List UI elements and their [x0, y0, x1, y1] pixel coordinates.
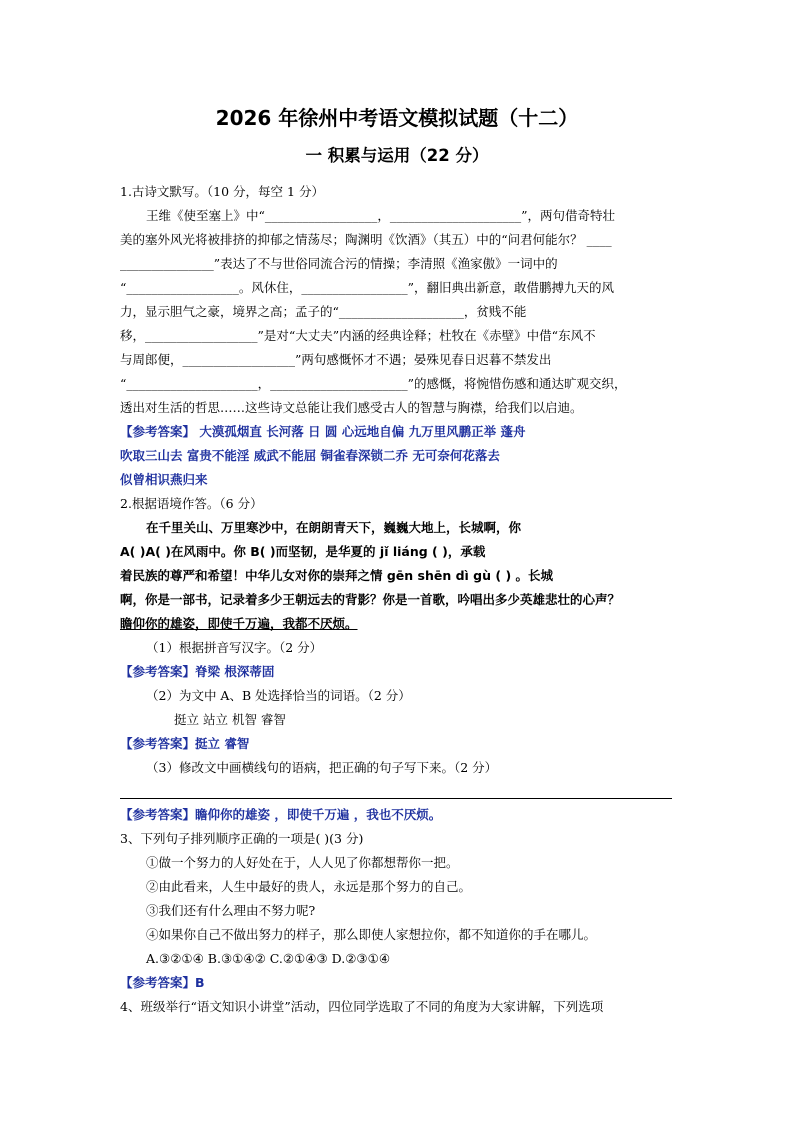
- q1-text-line: 力，显示胆气之豪，境界之高；孟子的“____________________，贫贱不能: [120, 304, 527, 319]
- exam-title: 2026 年徐州中考语文模拟试题（十二）: [215, 106, 579, 130]
- q2-passage-line: A( )A( )在风雨中。你 B( )而坚韧，是华夏的 jǐ liáng ( )，承载: [120, 544, 486, 559]
- q1-text-line: 透出对生活的哲思……这些诗文总能让我们感受古人的智慧与胸襟，给我们以启迪。: [120, 400, 583, 415]
- q2-passage-line: 在千里关山、万里寒沙中，在朗朗青天下，巍巍大地上，长城啊，你: [146, 520, 522, 535]
- q2-sub-question: （3）修改文中画横线句的语病，把正确的句子写下来。（2 分）: [146, 760, 498, 775]
- section-heading: 一 积累与运用（22 分）: [305, 146, 489, 165]
- q3-answer: 【参考答案】B: [120, 975, 205, 990]
- exam-content: [120, 180, 680, 1019]
- q1-answer-line: 吹取三山去 富贵不能淫 威武不能屈 铜雀春深锁二乔 无可奈何花落去: [120, 448, 500, 463]
- q1-heading: 1.古诗文默写。（10 分，每空 1 分）: [120, 184, 324, 199]
- q1-text-line: _______________”表达了不与世俗同流合污的情操；李清照《渔家傲》一词中的: [120, 256, 558, 271]
- q3-heading: 3、下列句子排列顺序正确的一项是( )(3 分): [120, 831, 364, 846]
- q2-passage-line: 着民族的尊严和希望！中华儿女对你的崇拜之情 gēn shēn dì gù ( ) 。长城: [120, 568, 554, 583]
- q4-heading: 4、班级举行“语文知识小讲堂”活动，四位同学选取了不同的角度为大家讲解，下列选项: [120, 999, 604, 1014]
- q3-sentence: ③我们还有什么理由不努力呢?: [146, 903, 316, 918]
- underlined-sentence: 瞻仰你的雄姿，即使千万遍，我都不厌烦。: [120, 616, 358, 631]
- q3-choices: A.③②①④ B.③①④② C.②①④③ D.②③①④: [146, 951, 391, 966]
- q1-text-line: 美的塞外风光将被排挤的抑郁之情荡尽；陶渊明《饮酒》（其五）中的“问君何能尔？ ____: [120, 232, 612, 247]
- q2-answer: 【参考答案】脊梁 根深蒂固: [120, 664, 275, 679]
- q1-answer-line: 【参考答案】 大漠孤烟直 长河落 日 圆 心远地自偏 九万里风鹏正举 蓬舟: [120, 424, 526, 439]
- q2-heading: 2.根据语境作答。（6 分）: [120, 496, 263, 511]
- q3-sentence: ②由此看来，人生中最好的贵人，永远是那个努力的自己。: [146, 879, 472, 894]
- q3-sentence: ④如果你自己不做出努力的样子，那么即使人家想拉你，都不知道你的手在哪儿。: [146, 927, 597, 942]
- answer-line-rule: [120, 798, 672, 799]
- q3-sentence: ①做一个努力的人好处在于，人人见了你都想帮你一把。: [146, 855, 459, 870]
- q2-passage-line: 啊，你是一部书，记录着多少王朝远去的背影？你是一首歌，吟唱出多少英雄悲壮的心声？: [120, 592, 621, 607]
- q2-sub-question: （1）根据拼音写汉字。（2 分）: [146, 640, 323, 655]
- q2-answer: 【参考答案】挺立 睿智: [120, 736, 250, 751]
- q1-text-line: “__________________。风休住，_________________”，翻旧典出新意，敢借鹏搏九天的风: [120, 280, 615, 295]
- q2-word-options: 挺立 站立 机智 睿智: [174, 712, 286, 727]
- q1-text-line: 移，__________________”是对“大丈夫”内涵的经典诠释；杜牧在《赤壁》中借“东风不: [120, 328, 596, 343]
- q1-answer-line: 似曾相识燕归来: [120, 472, 208, 487]
- q2-answer: 【参考答案】瞻仰你的雄姿 ，即使千万遍 ，我也不厌烦。: [120, 807, 442, 822]
- q2-sub-question: （2）为文中 A、B 处选择恰当的词语。（2 分）: [146, 688, 411, 703]
- q1-text-line: 与周郎便，__________________”两句感慨怀才不遇；晏殊见春日迟暮不禁发出: [120, 352, 552, 367]
- q2-passage-line: [120, 612, 680, 636]
- q1-text-line: “_____________________，______________________”的感慨，将惋惜伤感和通达旷观交织，: [120, 376, 627, 391]
- q1-text-line: 王维《使至塞上》中“__________________，_____________________”，两句借奇特壮: [146, 208, 616, 223]
